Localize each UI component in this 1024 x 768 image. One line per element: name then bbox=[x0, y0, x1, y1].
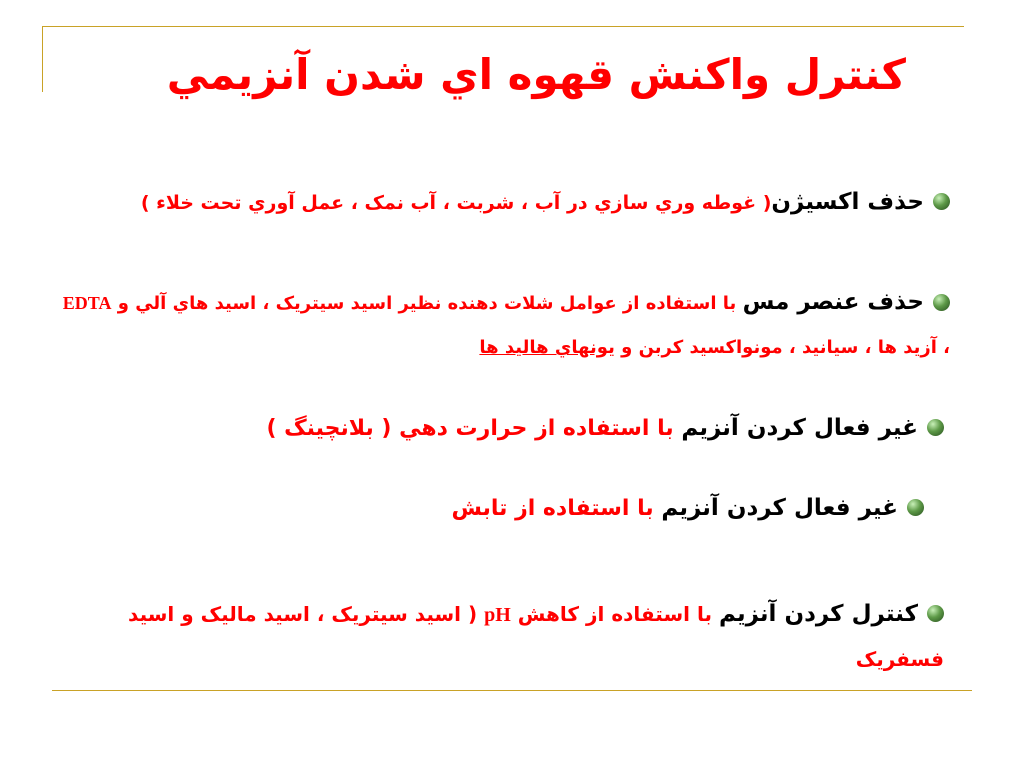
green-bullet-icon bbox=[933, 294, 950, 311]
bullet-detail: با استفاده از حرارت دهي ( بلانچينگ ) bbox=[266, 416, 682, 441]
slide-title: كنترل واكنش قهوه اي شدن آنزيمي bbox=[166, 50, 906, 99]
bullet-heat-inactivation bbox=[100, 406, 944, 451]
bullet-detail-continued: ( اسيد سيتريک ، اسيد ماليک و اسيد فسفريک bbox=[128, 602, 944, 671]
green-bullet-icon bbox=[927, 419, 944, 436]
bullet-detail-latin: EDTA bbox=[62, 293, 112, 313]
bullet-lead: غير فعال كردن آنزيم bbox=[681, 415, 918, 441]
bullet-radiation-inactivation bbox=[300, 486, 924, 531]
bullet-detail: با استفاده از عوامل شلات دهنده نظير اسيد سيتريک ، اسيد هاي آلي و bbox=[111, 293, 743, 314]
frame-top-line bbox=[42, 26, 964, 27]
green-bullet-icon bbox=[927, 605, 944, 622]
bullet-ph-control bbox=[80, 592, 944, 681]
bullet-remove-oxygen bbox=[20, 180, 950, 225]
green-bullet-icon bbox=[933, 193, 950, 210]
bullet-lead: غير فعال كردن آنزيم bbox=[661, 495, 898, 521]
frame-left-line bbox=[42, 26, 43, 92]
bullet-detail-underlined: يونهاي هاليد ها bbox=[479, 337, 615, 358]
bullet-detail: با استفاده از كاهش bbox=[510, 602, 719, 626]
bullet-detail-latin: pH bbox=[484, 604, 511, 626]
bullet-detail: ( غوطه وري سازي در آب ، شربت ، آب نمک ، عمل آوري تحت خلاء ) bbox=[140, 192, 772, 214]
bullet-detail: با استفاده از تابش bbox=[451, 496, 662, 521]
green-bullet-icon bbox=[907, 499, 924, 516]
bullet-remove-copper bbox=[60, 280, 950, 370]
bullet-lead: كنترل كردن آنزيم bbox=[718, 601, 918, 627]
bullet-lead: حذف اكسيژن bbox=[771, 189, 924, 215]
bullet-detail-continued: ، آزيد ها ، سيانيد ، مونواكسيد كربن و bbox=[614, 337, 950, 358]
frame-bottom-line bbox=[52, 690, 972, 691]
bullet-lead: حذف عنصر مس bbox=[742, 289, 924, 315]
